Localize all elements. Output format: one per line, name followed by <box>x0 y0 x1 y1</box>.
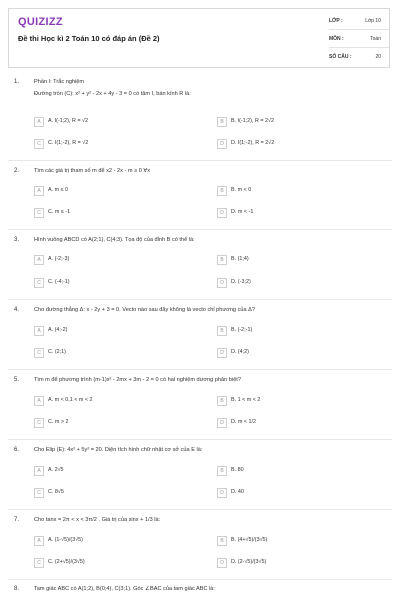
option-text: B. m < 0 <box>231 187 252 193</box>
option-b[interactable] <box>217 536 357 547</box>
divider <box>8 369 392 370</box>
meta-value: 20 <box>375 54 381 60</box>
option-d[interactable] <box>217 418 357 429</box>
option-letter: A <box>34 326 44 336</box>
divider <box>8 160 392 161</box>
option-text: A. (-2;-3) <box>48 256 70 262</box>
option-text: A. (4;-2) <box>48 327 68 333</box>
meta-row-subject <box>329 30 389 48</box>
question-number: 4. <box>14 307 20 313</box>
option-b[interactable] <box>217 396 357 407</box>
meta-label: LỚP : <box>329 18 343 24</box>
option-letter: A <box>34 536 44 546</box>
question-line: Tam giác ABC có A(1;2), B(0;4), C(3;1). Góc ∠BAC của tam giác ABC là: <box>34 586 215 592</box>
option-letter: C <box>34 278 44 288</box>
option-c[interactable] <box>34 488 174 499</box>
option-letter: D <box>217 208 227 218</box>
question-text <box>34 516 389 524</box>
option-text: D. (-3;2) <box>231 279 251 285</box>
option-text: B. (4+√5)/(3√5) <box>231 537 268 543</box>
option-text: D. (2-√5)/(3√5) <box>231 559 267 565</box>
option-text: C. 8√5 <box>48 489 64 495</box>
quizizz-logo: QUIZIZZ <box>18 16 63 28</box>
option-text: A. (1-√5)/(3√5) <box>48 537 83 543</box>
option-letter: A <box>34 186 44 196</box>
meta-value: Lớp 10 <box>365 18 381 24</box>
option-text: D. 40 <box>231 489 244 495</box>
option-c[interactable] <box>34 139 174 150</box>
option-text: C. (2;1) <box>48 349 66 355</box>
question-number: 1. <box>14 79 20 85</box>
option-letter: C <box>34 139 44 149</box>
option-letter: C <box>34 208 44 218</box>
question-line: Hình vuông ABCD có A(2;1), C(4;3). Tọa độ của đỉnh B có thể là: <box>34 237 195 243</box>
option-letter: A <box>34 396 44 406</box>
option-letter: B <box>217 326 227 336</box>
option-letter: B <box>217 466 227 476</box>
question-line: Đường tròn (C): x² + y² - 2x + 4y - 3 = 0 có tâm I, bán kính R là: <box>34 91 191 98</box>
option-text: B. 1 < m < 2 <box>231 397 261 403</box>
question-text <box>34 306 389 314</box>
option-d[interactable] <box>217 278 357 289</box>
option-text: B. 80 <box>231 467 244 473</box>
option-text: A. 2√5 <box>48 467 64 473</box>
question-text <box>34 376 389 384</box>
option-b[interactable] <box>217 326 357 337</box>
question-text <box>34 167 389 175</box>
question-line: Phần I: Trắc nghiệm <box>34 79 85 85</box>
worksheet-header <box>8 8 390 68</box>
option-text: D. (4;2) <box>231 349 249 355</box>
question-number: 8. <box>14 586 20 592</box>
option-letter: C <box>34 348 44 358</box>
option-c[interactable] <box>34 208 174 219</box>
option-text: B. I(-1;2), R = 2√2 <box>231 118 274 124</box>
question-line: Cho Elip (E): 4x² + 5y² = 20. Diện tích hình chữ nhật cơ sở của E là: <box>34 447 203 453</box>
meta-label: MÔN : <box>329 36 344 42</box>
option-letter: D <box>217 139 227 149</box>
option-a[interactable] <box>34 536 174 547</box>
option-text: D. m < -1 <box>231 209 254 215</box>
option-letter: B <box>217 255 227 265</box>
option-letter: D <box>217 278 227 288</box>
option-letter: D <box>217 558 227 568</box>
option-letter: A <box>34 117 44 127</box>
option-letter: D <box>217 348 227 358</box>
question-text <box>34 236 389 244</box>
option-d[interactable] <box>217 558 357 569</box>
question-text <box>34 78 389 99</box>
option-b[interactable] <box>217 117 357 128</box>
option-a[interactable] <box>34 186 174 197</box>
question-number: 5. <box>14 377 20 383</box>
question-number: 2. <box>14 168 20 174</box>
option-letter: B <box>217 186 227 196</box>
option-text: B. (1;4) <box>231 256 249 262</box>
option-b[interactable] <box>217 466 357 477</box>
option-text: B. (-2;-1) <box>231 327 253 333</box>
question-line: Cho tanx = 2π < x < 3π/2 . Giá trị của sinx + 1/3 là: <box>34 517 161 523</box>
option-letter: C <box>34 418 44 428</box>
option-letter: B <box>217 117 227 127</box>
divider <box>8 509 392 510</box>
option-a[interactable] <box>34 117 174 128</box>
meta-value: Toán <box>370 36 381 42</box>
option-b[interactable] <box>217 186 357 197</box>
option-letter: C <box>34 488 44 498</box>
option-text: C. I(1;-2), R = √2 <box>48 140 89 146</box>
option-a[interactable] <box>34 466 174 477</box>
option-c[interactable] <box>34 278 174 289</box>
option-text: C. m > 2 <box>48 419 69 425</box>
option-a[interactable] <box>34 326 174 337</box>
option-text: A. m ≤ 0 <box>48 187 69 193</box>
divider <box>8 229 392 230</box>
option-text: C. (-4;-1) <box>48 279 70 285</box>
option-c[interactable] <box>34 558 174 569</box>
question-line: Cho đường thẳng Δ: x - 2y + 3 = 0. Vecto nào sau đây không là vecto chỉ phương của Δ? <box>34 307 256 313</box>
option-d[interactable] <box>217 348 357 359</box>
option-d[interactable] <box>217 488 357 499</box>
option-a[interactable] <box>34 396 174 407</box>
question-number: 6. <box>14 447 20 453</box>
meta-row-class <box>329 12 389 30</box>
option-letter: D <box>217 488 227 498</box>
option-c[interactable] <box>34 418 174 429</box>
option-text: C. (2+√5)/(3√5) <box>48 559 85 565</box>
question-line: Tìm các giá trị tham số m để x2 - 2x - m ≥ 0 ∀x <box>34 168 151 174</box>
option-c[interactable] <box>34 348 174 359</box>
option-text: C. m ≤ -1 <box>48 209 71 215</box>
divider <box>8 579 392 580</box>
question-line: Tìm m để phương trình (m-1)x² - 2mx + 3m - 2 = 0 có hai nghiệm dương phân biệt? <box>34 377 241 383</box>
option-text: D. m < 1/2 <box>231 419 257 425</box>
meta-row-count <box>329 48 389 65</box>
option-text: A. m < 0,1 < m < 2 <box>48 397 93 403</box>
option-d[interactable] <box>217 208 357 219</box>
option-a[interactable] <box>34 255 174 266</box>
option-letter: B <box>217 536 227 546</box>
option-letter: B <box>217 396 227 406</box>
option-letter: A <box>34 466 44 476</box>
option-text: D. I(1;-2), R = 2√2 <box>231 140 275 146</box>
page-title: Đề thi Học kì 2 Toán 10 có đáp án (Đề 2) <box>18 34 160 43</box>
question-number: 3. <box>14 237 20 243</box>
divider <box>8 299 392 300</box>
divider <box>8 439 392 440</box>
question-number: 7. <box>14 517 20 523</box>
option-b[interactable] <box>217 255 357 266</box>
meta-label: SỐ CÂU : <box>329 54 352 60</box>
option-letter: D <box>217 418 227 428</box>
option-d[interactable] <box>217 139 357 150</box>
meta-table <box>329 12 389 65</box>
question-text <box>34 585 389 593</box>
option-text: A. I(-1;2), R = √2 <box>48 118 88 124</box>
option-letter: A <box>34 255 44 265</box>
option-letter: C <box>34 558 44 568</box>
question-text <box>34 446 389 454</box>
